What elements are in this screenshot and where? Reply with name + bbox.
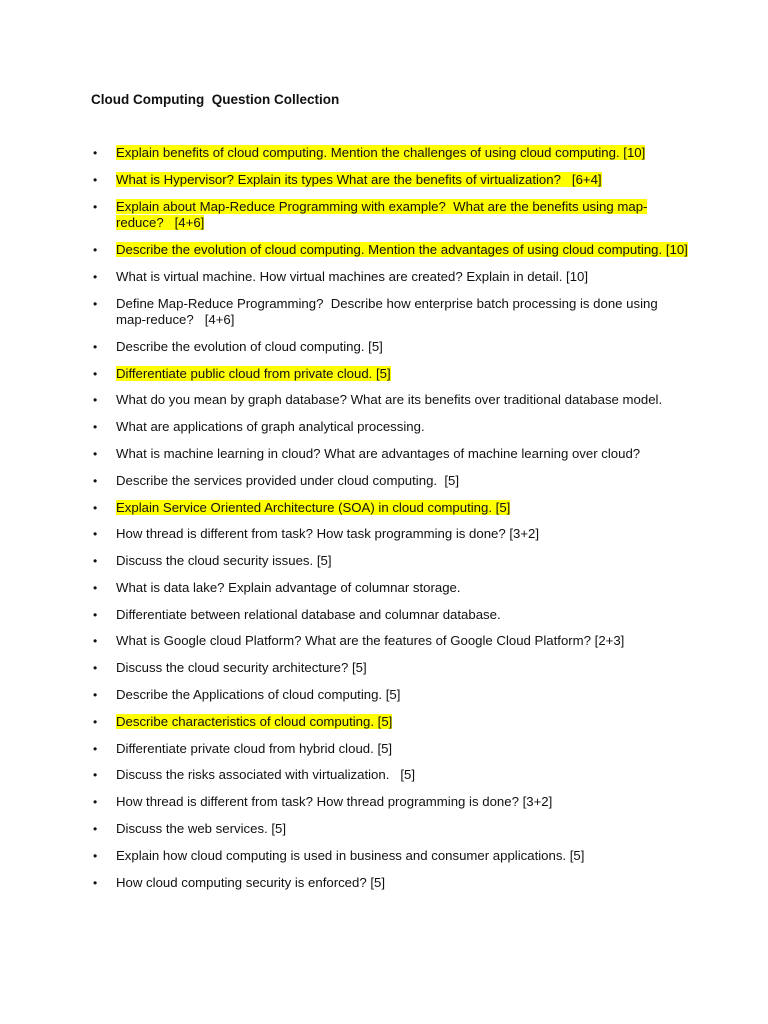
question-text: How cloud computing security is enforced? [5] <box>116 874 386 890</box>
list-item <box>91 767 691 784</box>
bullet-icon: • <box>93 447 98 461</box>
list-item <box>91 145 691 162</box>
bullet-icon: • <box>93 661 98 676</box>
bullet-icon: • <box>93 848 98 863</box>
question-text: How thread is different from task? How thread programming is done? [3+2] <box>116 794 553 810</box>
question-text: What is machine learning in cloud? What are advantages of machine learning over cloud? <box>116 446 641 461</box>
document-title: Cloud Computing Question Collection <box>91 92 340 107</box>
list-item <box>91 580 691 597</box>
list-item <box>91 446 691 463</box>
bullet-icon: • <box>93 172 98 187</box>
list-item <box>91 296 691 329</box>
bullet-icon: • <box>93 339 98 354</box>
question-text: Discuss the cloud security issues. [5] <box>116 553 332 569</box>
list-item <box>91 526 691 543</box>
question-text: What is data lake? Explain advantage of columnar storage. <box>116 579 461 595</box>
question-text: Describe the Applications of cloud computing. [5] <box>116 687 401 703</box>
bullet-icon: • <box>93 269 98 284</box>
bullet-icon: • <box>93 875 98 890</box>
bullet-icon: • <box>93 242 98 257</box>
bullet-icon: • <box>93 607 98 622</box>
bullet-icon: • <box>93 199 98 214</box>
list-item <box>91 741 691 758</box>
question-text: Discuss the risks associated with virtualization. [5] <box>116 767 416 783</box>
list-item <box>91 633 691 650</box>
list-item <box>91 242 691 259</box>
bullet-icon: • <box>93 500 98 515</box>
list-item <box>91 794 691 811</box>
list-item <box>91 848 691 865</box>
question-text: Explain how cloud computing is used in business and consumer applications. [5] <box>116 847 585 863</box>
question-list <box>91 145 691 901</box>
bullet-icon: • <box>93 795 98 810</box>
question-text: How thread is different from task? How task programming is done? [3+2] <box>116 526 540 542</box>
list-item <box>91 339 691 356</box>
question-text: Differentiate private cloud from hybrid cloud. [5] <box>116 740 393 756</box>
list-item <box>91 199 691 232</box>
list-item <box>91 714 691 731</box>
list-item <box>91 419 691 436</box>
question-text: Discuss the cloud security architecture? [5] <box>116 660 367 676</box>
question-text: Explain benefits of cloud computing. Mention the challenges of using cloud computing. [10] <box>116 145 646 160</box>
bullet-icon: • <box>93 554 98 569</box>
bullet-icon: • <box>93 296 98 311</box>
bullet-icon: • <box>93 821 98 836</box>
question-text: What do you mean by graph database? What are its benefits over traditional database model. <box>116 392 663 408</box>
question-text: What is Hypervisor? Explain its types What are the benefits of virtualization? [6+4] <box>116 171 602 187</box>
bullet-icon: • <box>93 420 98 435</box>
question-text: Describe the evolution of cloud computing. Mention the advantages of using cloud computing. [10] <box>116 241 688 257</box>
list-item <box>91 500 691 517</box>
bullet-icon: • <box>93 714 98 729</box>
list-item <box>91 269 691 286</box>
list-item <box>91 473 691 490</box>
question-text: Differentiate public cloud from private cloud. [5] <box>116 365 391 381</box>
question-text: Explain about Map-Reduce Programming with example? What are the benefits using map-reduce? [4+6] <box>116 198 648 231</box>
bullet-icon: • <box>93 741 98 756</box>
list-item <box>91 172 691 189</box>
list-item <box>91 392 691 409</box>
bullet-icon: • <box>93 688 98 703</box>
question-text: Differentiate between relational database and columnar database. <box>116 606 501 622</box>
bullet-icon: • <box>93 527 98 542</box>
list-item <box>91 607 691 624</box>
bullet-icon: • <box>93 580 98 595</box>
question-text: Explain Service Oriented Architecture (SOA) in cloud computing. [5] <box>116 499 511 515</box>
question-text: Describe characteristics of cloud computing. [5] <box>116 713 393 729</box>
bullet-icon: • <box>93 634 98 649</box>
list-item <box>91 687 691 704</box>
bullet-icon: • <box>93 146 98 160</box>
question-text: What are applications of graph analytical processing. <box>116 419 425 435</box>
list-item <box>91 366 691 383</box>
question-text: Describe the evolution of cloud computing. [5] <box>116 338 383 354</box>
bullet-icon: • <box>93 473 98 488</box>
list-item <box>91 875 691 892</box>
bullet-icon: • <box>93 768 98 783</box>
question-text: What is virtual machine. How virtual machines are created? Explain in detail. [10] <box>116 268 589 284</box>
question-text: What is Google cloud Platform? What are the features of Google Cloud Platform? [2+3] <box>116 633 625 649</box>
bullet-icon: • <box>93 366 98 381</box>
question-text: Discuss the web services. [5] <box>116 820 287 836</box>
bullet-icon: • <box>93 393 98 408</box>
list-item <box>91 660 691 677</box>
list-item <box>91 553 691 570</box>
question-text: Define Map-Reduce Programming? Describe how enterprise batch processing is done using map-reduce? [4+6] <box>116 295 662 328</box>
question-text: Describe the services provided under cloud computing. [5] <box>116 472 460 488</box>
list-item <box>91 821 691 838</box>
